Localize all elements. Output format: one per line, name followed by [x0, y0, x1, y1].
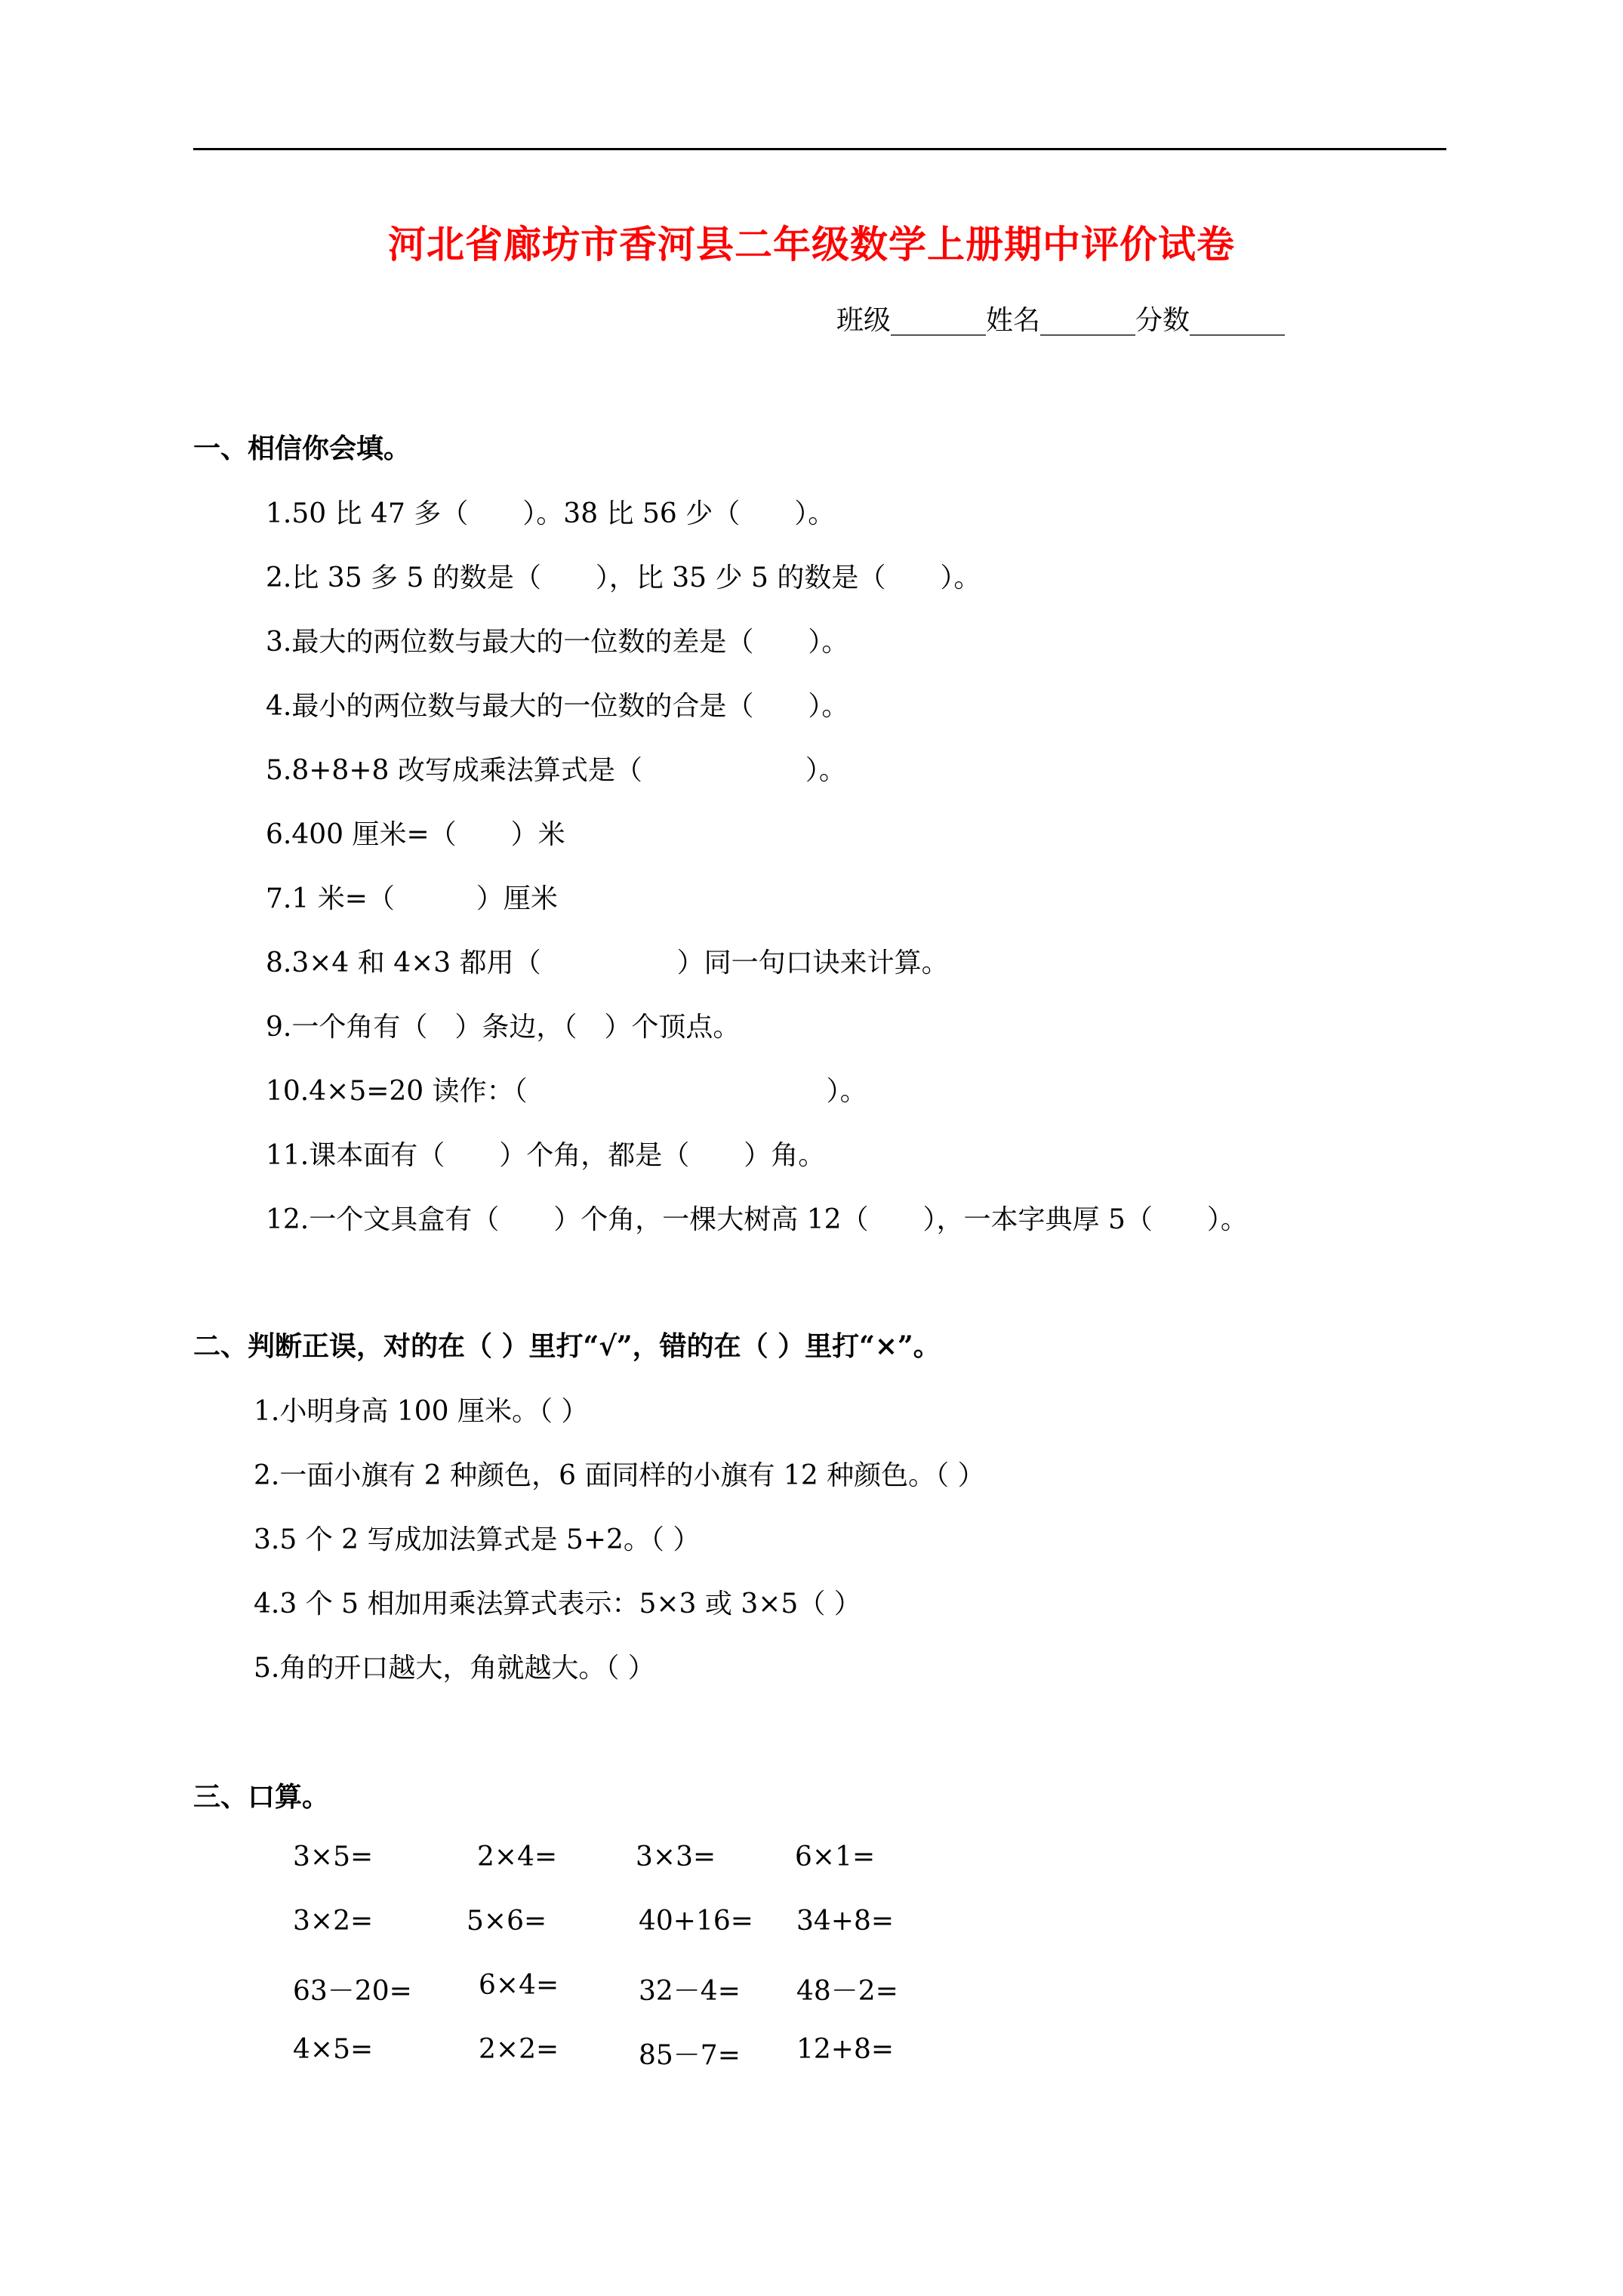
true-false-question: 2.一面小旗有 2 种颜色，6 面同样的小旗有 12 种颜色。（ ）	[254, 1460, 985, 1491]
mental-math-problem: 3×5=	[293, 1841, 374, 1872]
page-title: 河北省廊坊市香河县二年级数学上册期中评价试卷	[388, 222, 1235, 267]
fill-in-question: 11.课本面有（ ）个角，都是（ ）角。	[266, 1140, 826, 1171]
true-false-question: 3.5 个 2 写成加法算式是 5+2。（ ）	[254, 1524, 701, 1555]
mental-math-problem: 85－7=	[639, 2040, 741, 2071]
mental-math-problem: 3×2=	[293, 1906, 374, 1937]
fill-in-question: 9.一个角有（ ）条边，（ ）个顶点。	[266, 1012, 741, 1043]
true-false-question: 5.角的开口越大，角就越大。（ ）	[254, 1653, 655, 1684]
mental-math-problem: 63－20=	[293, 1976, 412, 2007]
fill-in-question: 5.8+8+8 改写成乘法算式是（ ）。	[266, 755, 846, 786]
fill-in-question: 7.1 米=（ ）厘米	[266, 883, 558, 914]
mental-math-problem: 6×1=	[795, 1841, 876, 1872]
fill-in-question: 8.3×4 和 4×3 都用（ ）同一句口诀来计算。	[266, 948, 949, 978]
mental-math-problem: 3×3=	[636, 1841, 716, 1872]
section-heading-fill-in: 一、相信你会填。	[193, 433, 411, 464]
fill-in-question: 4.最小的两位数与最大的一位数的合是（ ）。	[266, 691, 849, 722]
mental-math-problem: 34+8=	[796, 1906, 895, 1937]
mental-math-problem: 32－4=	[639, 1976, 741, 2007]
section-heading-true-false: 二、判断正误，对的在（ ）里打“√”，错的在（ ）里打“×”。	[193, 1330, 941, 1362]
fill-in-question: 10.4×5=20 读作：（ ）。	[266, 1076, 867, 1107]
fill-in-question: 12.一个文具盒有（ ）个角，一棵大树高 12（ ），一本字典厚 5（ ）。	[266, 1204, 1248, 1235]
mental-math-problem: 2×2=	[479, 2034, 559, 2065]
mental-math-problem: 6×4=	[479, 1970, 559, 2001]
mental-math-problem: 48－2=	[796, 1976, 898, 2007]
true-false-question: 1.小明身高 100 厘米。（ ）	[254, 1396, 589, 1427]
fill-in-question: 3.最大的两位数与最大的一位数的差是（ ）。	[266, 627, 849, 658]
section-heading-mental-math: 三、口算。	[193, 1781, 330, 1813]
mental-math-problem: 2×4=	[477, 1841, 558, 1872]
mental-math-problem: 5×6=	[467, 1906, 547, 1937]
fill-in-question: 1.50 比 47 多（ ）。38 比 56 少（ ）。	[266, 498, 836, 529]
mental-math-problem: 12+8=	[796, 2034, 895, 2065]
mental-math-problem: 40+16=	[639, 1906, 753, 1937]
fill-in-question: 2.比 35 多 5 的数是（ ），比 35 少 5 的数是（ ）。	[266, 562, 981, 593]
student-info-line: 班级_______姓名_______分数_______	[836, 305, 1286, 336]
mental-math-problem: 4×5=	[293, 2034, 374, 2065]
fill-in-question: 6.400 厘米=（ ）米	[266, 819, 565, 850]
header-rule	[193, 148, 1446, 150]
true-false-question: 4.3 个 5 相加用乘法算式表示：5×3 或 3×5（ ）	[254, 1589, 861, 1620]
